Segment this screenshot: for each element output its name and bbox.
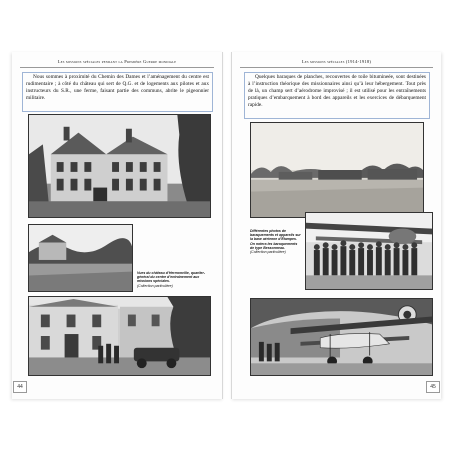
left-header-rule [20,67,214,68]
left-caption-collection: (Collection particulière) [137,283,173,288]
aircraft-group-photo [305,212,433,290]
right-caption-collection: (Collection particulière) [250,250,286,255]
aircraft-group-illustration [306,213,432,289]
barracks-photo [250,122,424,218]
chateau-distant-illustration [29,225,132,291]
right-running-head: Les missions spéciales (1914-1918) [301,59,372,64]
left-paragraph: Nous sommes à proximité du Chemin des Dames et l’aménagement du centre est rudimentaire ; à côté du château qui sert de Q.G. et de logements aux pilotes et aux instructeurs du S.R., une ferme, faisant partie des communs, abrite le pigeonnier militaire. [22,72,213,112]
hangar-biplane-photo [250,298,433,376]
right-page-number: 45 [426,381,440,393]
right-caption-text: Différentes photos de baraquements et appareils sur la base aérienne d’Étampes. On notera les baraquements de type Bessonneau. [250,229,301,250]
right-header-rule [240,67,433,68]
chateau-photo [28,114,211,218]
right-page [231,52,441,399]
left-running-head: Les missions spéciales pendant la Première Guerre mondiale [57,59,177,64]
barracks-illustration [251,123,423,217]
farm-illustration [29,297,210,375]
right-paragraph: Quelques baraques de planches, recouvertes de toile bitumineée, sont destinées à l’instruction théorique des missionnaires ainsi qu’à leur hébergement. Tout près de là, un champ sert d’aérodrome improvisé ; il est utilisé pour les entraînements pratiques d’embarquement à bord des appareils et les exercices de débarquement rapide. [244,72,430,119]
left-page-number: 44 [13,381,27,393]
left-photo-caption [137,271,207,288]
left-page [12,52,223,399]
chateau-illustration [29,115,210,217]
hangar-biplane-illustration [251,299,432,375]
left-caption-text: Vues du château d’Hermonville, quartier-général du centre d’entraînement aux missions spéciales. [137,271,206,284]
chateau-distant-photo [28,224,133,292]
farm-photo [28,296,211,376]
right-photo-caption [250,229,302,254]
